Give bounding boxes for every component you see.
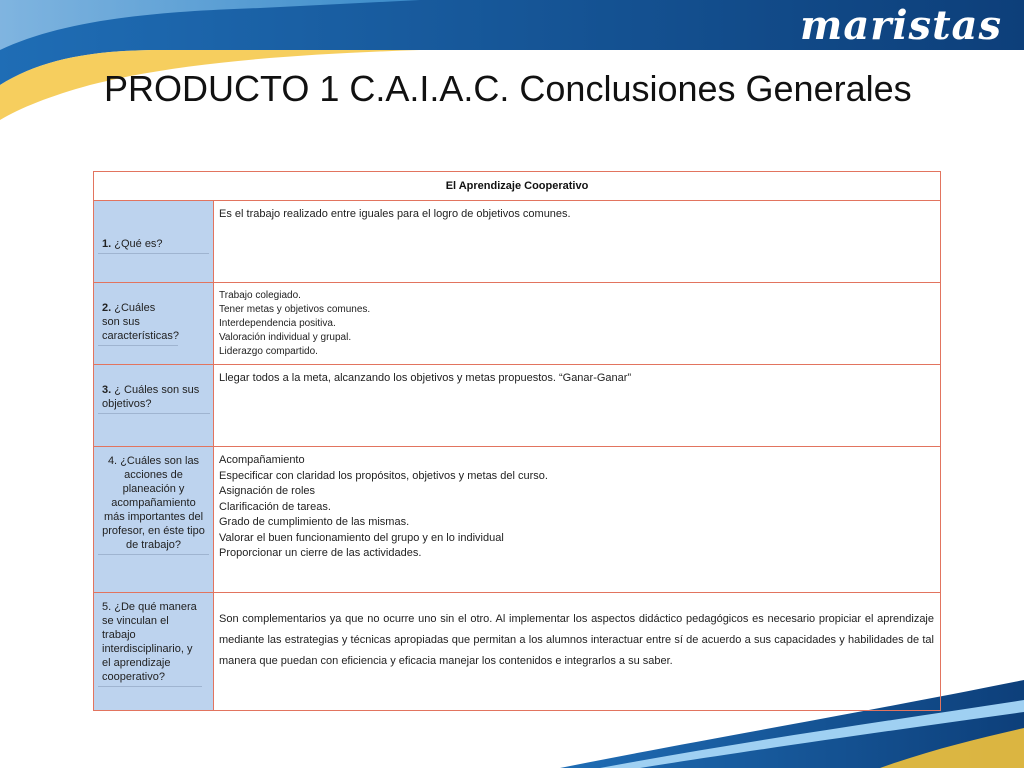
question-text: ¿ Cuáles son sus objetivos? bbox=[102, 384, 200, 410]
answer-cell bbox=[214, 593, 941, 711]
table-header-row bbox=[94, 172, 941, 201]
question-cell bbox=[94, 447, 214, 593]
table-row bbox=[94, 283, 941, 365]
answer-text: Son complementarios ya que no ocurre uno sin el otro. Al implementar los aspectos didáctico pedagógicos es necesario propiciar el aprendizaje mediante las estrategias y técnicas apropiadas que permitan a los alumnos interactuar entre sí de acuerdo a sus capacidades y habilidades de tal manera que puedan con eficiencia y eficacia manejar los contenidos e integrarlos a su saber. bbox=[219, 613, 934, 667]
slide-title: PRODUCTO 1 C.A.I.A.C. Conclusiones Generales bbox=[104, 68, 912, 109]
question-text: ¿Cuáles son las acciones de planeación y acompañamiento más importantes del profesor, en éste tipo de trabajo? bbox=[102, 455, 205, 551]
answer-line: Interdependencia positiva. bbox=[219, 318, 336, 329]
table-row bbox=[94, 201, 941, 283]
question-cell bbox=[94, 365, 214, 447]
question-text: ¿De qué manera se vinculan el trabajo interdisciplinario, y el aprendizaje cooperativo? bbox=[102, 601, 197, 683]
answer-line: Especificar con claridad los propósitos, objetivos y metas del curso. bbox=[219, 469, 548, 482]
answer-line: Grado de cumplimiento de las mismas. bbox=[219, 516, 410, 528]
question-number: 5. bbox=[102, 601, 112, 613]
answer-line: Proporcionar un cierre de las actividades. bbox=[219, 547, 422, 559]
answer-cell bbox=[214, 283, 941, 365]
question-number: 3. bbox=[102, 384, 112, 396]
maristas-logo: maristas bbox=[800, 2, 1002, 49]
answer-cell bbox=[214, 447, 941, 593]
answer-text: Es el trabajo realizado entre iguales para el logro de objetivos comunes. bbox=[219, 208, 571, 220]
question-cell bbox=[94, 283, 214, 365]
cooperative-learning-table bbox=[93, 171, 941, 711]
answer-line: Clarificación de tareas. bbox=[219, 500, 331, 513]
answer-text: Llegar todos a la meta, alcanzando los objetivos y metas propuestos. “Ganar-Ganar” bbox=[219, 372, 632, 384]
answer-line: Tener metas y objetivos comunes. bbox=[219, 304, 371, 315]
answer-line: Acompañamiento bbox=[219, 454, 305, 466]
question-text: ¿Qué es? bbox=[114, 238, 163, 250]
question-number: 2. bbox=[102, 302, 112, 314]
question-cell bbox=[94, 593, 214, 711]
answer-cell bbox=[214, 365, 941, 447]
table-row bbox=[94, 447, 941, 593]
answer-line: Trabajo colegiado. bbox=[219, 290, 301, 301]
question-number: 4. bbox=[107, 455, 118, 467]
answer-line: Valoración individual y grupal. bbox=[219, 332, 352, 343]
table-row bbox=[94, 593, 941, 711]
question-text: ¿Cuáles son sus características? bbox=[102, 302, 180, 342]
question-cell bbox=[94, 201, 214, 283]
table-row bbox=[94, 365, 941, 447]
question-number: 1. bbox=[102, 238, 112, 250]
table-header: El Aprendizaje Cooperativo bbox=[94, 172, 941, 201]
answer-line: Asignación de roles bbox=[219, 485, 316, 497]
answer-line: Liderazgo compartido. bbox=[219, 346, 318, 357]
answer-line: Valorar el buen funcionamiento del grupo y en lo individual bbox=[219, 531, 504, 544]
answer-cell bbox=[214, 201, 941, 283]
